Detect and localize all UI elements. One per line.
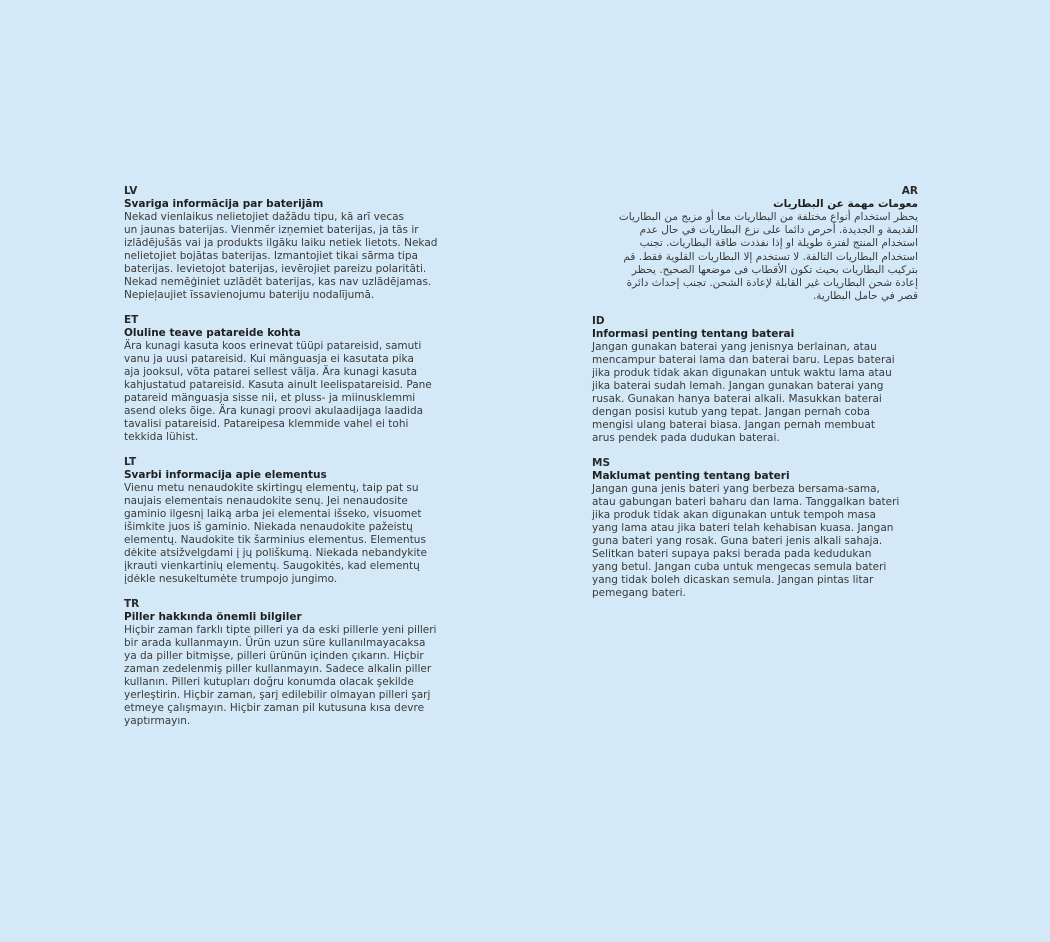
body-line: jika produk tidak akan digunakan untuk tempoh masa [592,509,876,522]
section-heading: معومات مهمة عن البطاريات [773,198,918,210]
body-line: išimkite juos iš gaminio. Niekada nenaudokite pažeistų [124,521,413,533]
body-line: استخدام البطاريات التالفة. لا تستخدم إلا البطاريات القلوية فقط. قم [623,250,918,263]
section-heading: Svariga informācija par baterijām [124,198,324,210]
left-column [124,185,450,740]
body-line: elementų. Naudokite tik šarminius elementus. Elementus [124,534,426,546]
right-column [592,185,918,612]
section-lv [124,185,450,302]
body-line: zaman zedelenmiş piller kullanmayın. Sadece alkalin piller [124,663,432,675]
body-line: ya da piller bitmişse, pilleri ürünün içinden çıkarın. Hiçbir [124,650,424,662]
body-line: Jangan gunakan baterai yang jenisnya berlainan, atau [592,341,877,354]
body-line: un jaunas baterijas. Vienmēr izņemiet baterijas, ja tās ir [124,224,419,236]
body-line: tavalisi patareisid. Patareipesa klemmide vahel ei tohi [124,418,409,430]
language-code: MS [592,457,611,470]
body-line: yang lama atau jika bateri telah kehabisan kuasa. Jangan [592,522,894,535]
body-line: atau gabungan bateri baharu dan lama. Tanggalkan bateri [592,496,900,509]
body-line: naujais elementais nenaudokite senų. Jei nenaudosite [124,495,408,507]
body-line: guna bateri yang rosak. Guna bateri jenis alkali sahaja. [592,535,883,548]
body-line: Hiçbir zaman farklı tipte pilleri ya da eski pillerle yeni pilleri [124,624,437,636]
body-line: bir arada kullanmayın. Ürün uzun süre kullanılmayacaksa [124,637,426,649]
body-line: gaminio ilgesnį laiką arba jei elementai išseko, visuomet [124,508,422,520]
body-line: إعادة شحن البطاريات غير القابلة لإعادة الشحن. تجنب إحداث دائرة [626,277,918,290]
body-line: Selitkan bateri supaya paksi berada pada kedudukan [592,548,872,561]
body-line: yang betul. Jangan cuba untuk mengecas semula bateri [592,561,887,574]
body-line: Nekad nemēģiniet uzlādēt baterijas, kas nav uzlādējamas. [124,276,432,288]
body-line: izlādējušās vai ja produkts ilgāku laiku netiek lietots. Nekad [124,237,438,249]
section-id [592,315,918,445]
language-code: AR [901,185,918,197]
body-line: asend oleks õige. Ära kunagi proovi akulaadijaga laadida [124,405,424,417]
body-line: arus pendek pada dudukan baterai. [592,432,780,445]
body-line: aja jooksul, võta patarei sellest välja. Ära kunagi kasuta [124,366,418,378]
language-code: ET [124,314,139,326]
language-code: TR [124,598,140,610]
body-line: yang tidak boleh dicaskan semula. Jangan pintas litar [592,574,874,587]
body-line: etmeye çalışmayın. Hiçbir zaman pil kutusuna kısa devre [124,702,425,714]
section-heading: Informasi penting tentang baterai [592,328,795,341]
body-line: Vienu metu nenaudokite skirtingų elementų, taip pat su [124,482,419,494]
body-line: mencampur baterai lama dan baterai baru. Lepas baterai [592,354,895,367]
section-tr [124,598,450,728]
body-line: vanu ja uusi patareisid. Kui mänguasja ei kasutata pika [124,353,414,365]
body-line: القديمة و الجديدة. أحرص دائما على نزع البطاريات في حال عدم [639,224,918,237]
body-line: yaptırmayın. [124,715,191,727]
section-heading: Oluline teave patareide kohta [124,327,301,339]
body-line: قصر في حامل البطارية. [812,290,918,303]
body-line: kahjustatud patareisid. Kasuta ainult leelispatareisid. Pane [124,379,432,391]
language-code: LV [124,185,138,197]
body-line: Jangan guna jenis bateri yang berbeza bersama-sama, [592,483,880,496]
language-code: LT [124,456,137,468]
section-et [124,314,450,444]
section-heading: Piller hakkında önemli bilgiler [124,611,302,623]
body-line: يحظر استخدام أنواع مختلفة من البطاريات معا أو مزيج من البطاريات [618,211,918,223]
body-line: pemegang bateri. [592,587,686,600]
section-lt [124,456,450,586]
body-line: baterijas. Ievietojot baterijas, ievērojiet pareizu polaritāti. [124,263,427,275]
language-code: ID [592,315,605,328]
section-ar [592,185,918,303]
body-line: jika baterai sudah lemah. Jangan gunakan baterai yang [592,380,884,393]
body-line: Nekad vienlaikus nelietojiet dažādu tipu, kā arī vecas [124,211,405,223]
body-line: بتركيب البطاريات بحيث تكون الأقطاب فى موضعها الصحيح. يحظر [631,263,918,276]
body-line: patareid mänguasja sisse nii, et pluss- ja miinusklemmi [124,392,416,404]
body-line: įdėkle nesukeltumėte trumpojo jungimo. [124,573,338,585]
section-heading: Maklumat penting tentang bateri [592,470,790,483]
body-line: nelietojiet bojātas baterijas. Izmantojiet tikai sārma tipa [124,250,418,262]
body-line: dengan posisi kutub yang tepat. Jangan pernah coba [592,406,870,419]
body-line: tekkida lühist. [124,431,199,443]
body-line: dėkite atsižvelgdami į jų poliškumą. Niekada nebandykite [124,547,427,559]
section-heading: Svarbi informacija apie elementus [124,469,327,481]
body-line: rusak. Gunakan hanya baterai alkali. Masukkan baterai [592,393,882,406]
body-line: yerleştirin. Hiçbir zaman, şarj edilebilir olmayan pilleri şarj [124,689,431,701]
body-line: mengisi ulang baterai biasa. Jangan pernah membuat [592,419,875,432]
section-ms [592,457,918,600]
body-line: Ära kunagi kasuta koos erinevat tüüpi patareisid, samuti [124,340,422,352]
body-line: kullanın. Pilleri kutupları doğru konumda olacak şekilde [124,676,414,688]
body-line: Nepieļaujiet īssavienojumu bateriju nodalījumā. [124,289,375,301]
body-line: jika produk tidak akan digunakan untuk waktu lama atau [592,367,892,380]
body-line: استخدام المنتج لفترة طويلة او إذا نفذدت طاقة البطاريات. تجنب [639,237,918,250]
body-line: įkrauti vienkartinių elementų. Saugokitės, kad elementų [124,560,420,572]
